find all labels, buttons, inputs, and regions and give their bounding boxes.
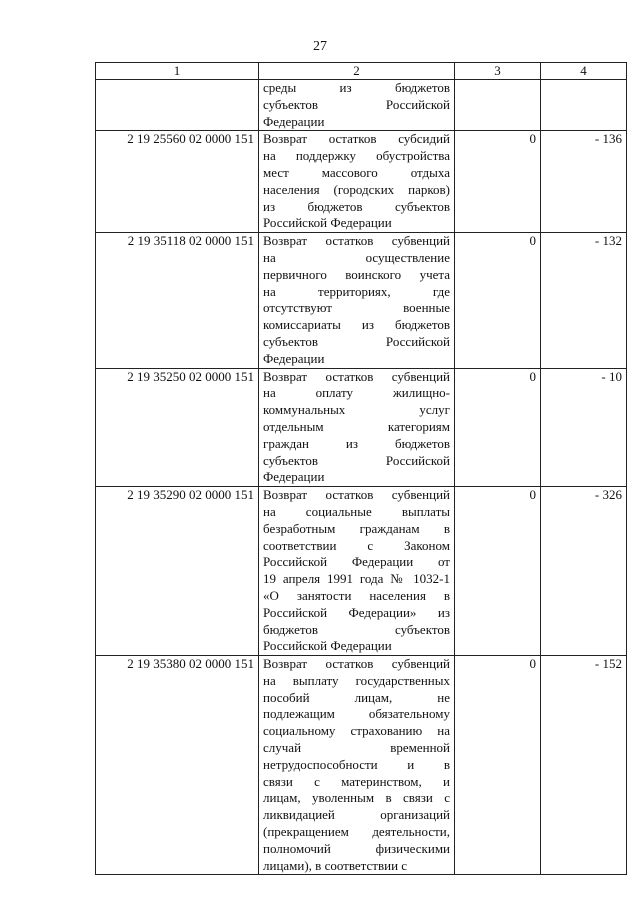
amount-column-3: 0 <box>455 233 541 368</box>
description-line: бюджетов субъектов <box>263 621 450 637</box>
description-line: на территориях, где <box>263 283 450 299</box>
description-line: на поддержку обустройства <box>263 148 450 164</box>
description-line: населения (городских парков) <box>263 181 450 197</box>
description-line: Российской Федерации» из <box>263 604 450 620</box>
description-line: связи с материнством, и <box>263 773 450 789</box>
amount-column-4: - 326 <box>541 487 627 656</box>
table-row <box>96 131 627 233</box>
column-header: 3 <box>455 63 541 80</box>
amount-column-4: - 136 <box>541 131 627 233</box>
budget-code: 2 19 35380 02 0000 151 <box>96 656 259 875</box>
income-description <box>259 487 455 656</box>
amount-column-4: - 152 <box>541 656 627 875</box>
description-line: лицами), в соответствии с <box>263 857 408 873</box>
description-line: среды из бюджетов <box>263 80 450 95</box>
description-line: субъектов Российской <box>263 96 450 112</box>
description-line: коммунальных услуг <box>263 402 450 418</box>
budget-code: 2 19 35118 02 0000 151 <box>96 233 259 368</box>
amount-column-3 <box>455 80 541 131</box>
description-line: отдельным категориям <box>263 418 450 434</box>
description-line: субъектов Российской <box>263 333 450 349</box>
description-line: случай временной <box>263 740 450 756</box>
description-line: лицам, уволенным в связи с <box>263 790 450 806</box>
column-header: 1 <box>96 63 259 80</box>
table-row <box>96 80 627 131</box>
description-line: (прекращением деятельности, <box>263 824 450 840</box>
description-line: Возврат остатков субвенций <box>263 233 450 249</box>
table-row <box>96 233 627 368</box>
description-line: нетрудоспособности и в <box>263 756 450 772</box>
description-line: ликвидацией организаций <box>263 807 450 823</box>
description-line: субъектов Российской <box>263 452 450 468</box>
budget-code: 2 19 25560 02 0000 151 <box>96 131 259 233</box>
table-row <box>96 368 627 487</box>
budget-code <box>96 80 259 131</box>
income-description <box>259 131 455 233</box>
description-line: Российской Федерации <box>263 215 392 231</box>
description-line: полномочий физическими <box>263 840 450 856</box>
description-line: Возврат остатков субсидий <box>263 131 450 147</box>
description-line: Возврат остатков субвенций <box>263 487 450 503</box>
column-header: 4 <box>541 63 627 80</box>
description-line: Возврат остатков субвенций <box>263 656 450 672</box>
amount-column-3: 0 <box>455 487 541 656</box>
table-row <box>96 487 627 656</box>
amount-column-4: - 10 <box>541 368 627 487</box>
income-description <box>259 80 455 131</box>
amount-column-4: - 132 <box>541 233 627 368</box>
description-line: на социальные выплаты <box>263 503 450 519</box>
amount-column-3: 0 <box>455 656 541 875</box>
description-line: Федерации <box>263 113 325 129</box>
description-line: Возврат остатков субвенций <box>263 368 450 384</box>
description-line: Российской Федерации <box>263 638 392 654</box>
description-line: «О занятости населения в <box>263 587 450 603</box>
description-line: граждан из бюджетов <box>263 435 450 451</box>
description-line: Федерации <box>263 469 325 485</box>
income-description <box>259 656 455 875</box>
description-line: первичного воинского учета <box>263 266 450 282</box>
table-header-row <box>96 63 627 80</box>
description-line: Российской Федерации от <box>263 554 450 570</box>
description-line: Федерации <box>263 350 325 366</box>
description-line: 19 апреля 1991 года № 1032-1 <box>263 571 450 587</box>
amount-column-3: 0 <box>455 131 541 233</box>
budget-code: 2 19 35290 02 0000 151 <box>96 487 259 656</box>
description-line: социальному страхованию на <box>263 723 450 739</box>
table-row <box>96 656 627 875</box>
budget-table <box>95 62 627 875</box>
description-line: безработным гражданам в <box>263 520 450 536</box>
description-line: отсутствуют военные <box>263 300 450 316</box>
income-description <box>259 233 455 368</box>
description-line: комиссариаты из бюджетов <box>263 317 450 333</box>
column-header: 2 <box>259 63 455 80</box>
page-number: 27 <box>313 39 327 54</box>
income-description <box>259 368 455 487</box>
description-line: пособий лицам, не <box>263 689 450 705</box>
description-line: на осуществление <box>263 249 450 265</box>
description-line: на оплату жилищно- <box>263 385 450 401</box>
budget-code: 2 19 35250 02 0000 151 <box>96 368 259 487</box>
description-line: на выплату государственных <box>263 672 450 688</box>
amount-column-4 <box>541 80 627 131</box>
table-body <box>96 80 627 875</box>
description-line: из бюджетов субъектов <box>263 198 450 214</box>
description-line: мест массового отдыха <box>263 164 450 180</box>
description-line: соответствии с Законом <box>263 537 450 553</box>
amount-column-3: 0 <box>455 368 541 487</box>
description-line: подлежащим обязательному <box>263 706 450 722</box>
